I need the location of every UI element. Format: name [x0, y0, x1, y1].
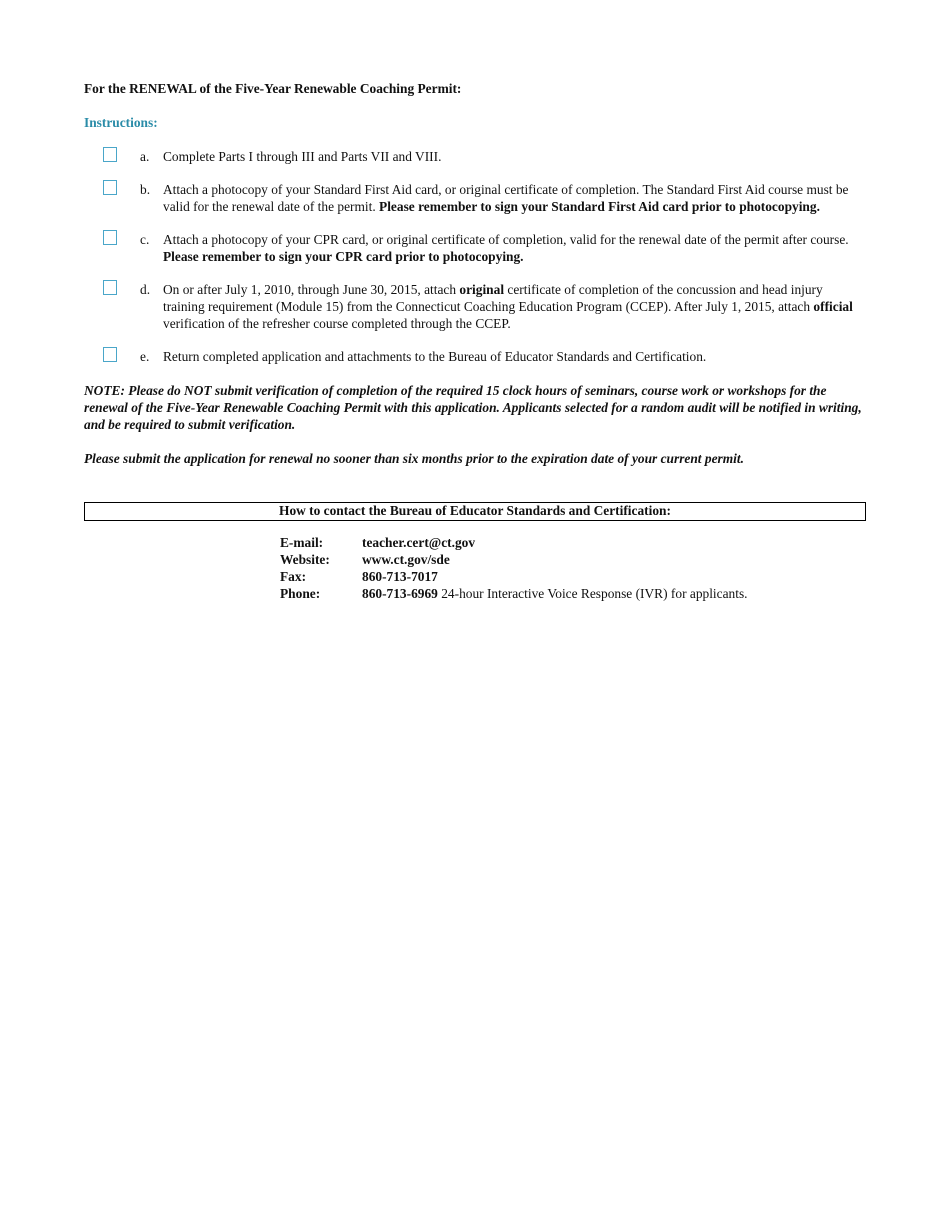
phone-note: 24-hour Interactive Voice Response (IVR) for applicants.	[437, 586, 748, 601]
contact-table	[280, 534, 866, 602]
contact-heading: How to contact the Bureau of Educator Standards and Certification:	[84, 502, 866, 521]
checkbox-a[interactable]	[103, 147, 117, 162]
item-text: On or after July 1, 2010, through June 30, 2015, attach	[163, 282, 460, 297]
timing-note: Please submit the application for renewal no sooner than six months prior to the expiration date of your current permit.	[84, 451, 744, 466]
item-letter: b.	[140, 182, 151, 197]
item-letter: a.	[140, 149, 150, 164]
contact-row-phone	[280, 585, 866, 602]
item-emphasis: Please remember to sign your Standard First Aid card prior to photocopying.	[379, 199, 820, 214]
item-text: Attach a photocopy of your CPR card, or original certificate of completion, valid for the renewal date of the permit after course.	[163, 232, 849, 247]
item-letter: d.	[140, 282, 151, 297]
checkbox-c[interactable]	[103, 230, 117, 245]
item-text: verification of the refresher course completed through the CCEP.	[163, 316, 511, 331]
instruction-item-e	[84, 348, 866, 365]
phone-value: 860-713-6969	[362, 586, 438, 601]
instructions-label: Instructions:	[84, 115, 158, 130]
item-emphasis: Please remember to sign your CPR card prior to photocopying.	[163, 249, 524, 264]
checkbox-b[interactable]	[103, 180, 117, 195]
instruction-item-d	[84, 281, 866, 332]
item-letter: c.	[140, 232, 150, 247]
contact-row-fax	[280, 568, 866, 585]
website-value[interactable]: www.ct.gov/sde	[362, 552, 450, 567]
page-title: For the RENEWAL of the Five-Year Renewable Coaching Permit:	[84, 81, 462, 96]
contact-row-website	[280, 551, 866, 568]
phone-group	[362, 585, 748, 602]
instruction-item-b	[84, 181, 866, 215]
website-label: Website:	[280, 552, 330, 567]
item-text: certificate of completion of the concussion and head injury training requirement (Module 15) from the Connecticut Coaching Education Program (CCEP). After July 1, 2015, attach	[163, 282, 823, 314]
email-label: E-mail:	[280, 535, 324, 550]
item-text: Attach a photocopy of your Standard First Aid card, or original certificate of completion. The Standard First Aid course must be valid for the renewal date of the permit.	[163, 182, 849, 214]
contact-row-email	[280, 534, 866, 551]
item-text: Return completed application and attachments to the Bureau of Educator Standards and Certification.	[163, 349, 707, 364]
item-letter: e.	[140, 349, 150, 364]
email-value[interactable]: teacher.cert@ct.gov	[362, 535, 476, 550]
checkbox-d[interactable]	[103, 280, 117, 295]
instruction-item-c	[84, 231, 866, 265]
audit-note: NOTE: Please do NOT submit verification of completion of the required 15 clock hours of seminars, course work or workshops for the renewal of the Five-Year Renewable Coaching Permit with this application. Applicants selected for a random audit will be notified in writing, and be required to submit verification.	[84, 383, 862, 432]
item-text: Complete Parts I through III and Parts VII and VIII.	[163, 149, 442, 164]
fax-label: Fax:	[280, 569, 307, 584]
page	[84, 80, 866, 602]
checkbox-e[interactable]	[103, 347, 117, 362]
item-emphasis: original	[459, 282, 505, 297]
fax-value: 860-713-7017	[362, 569, 438, 584]
instruction-item-a	[84, 148, 866, 165]
item-emphasis: official	[813, 299, 853, 314]
phone-label: Phone:	[280, 586, 321, 601]
